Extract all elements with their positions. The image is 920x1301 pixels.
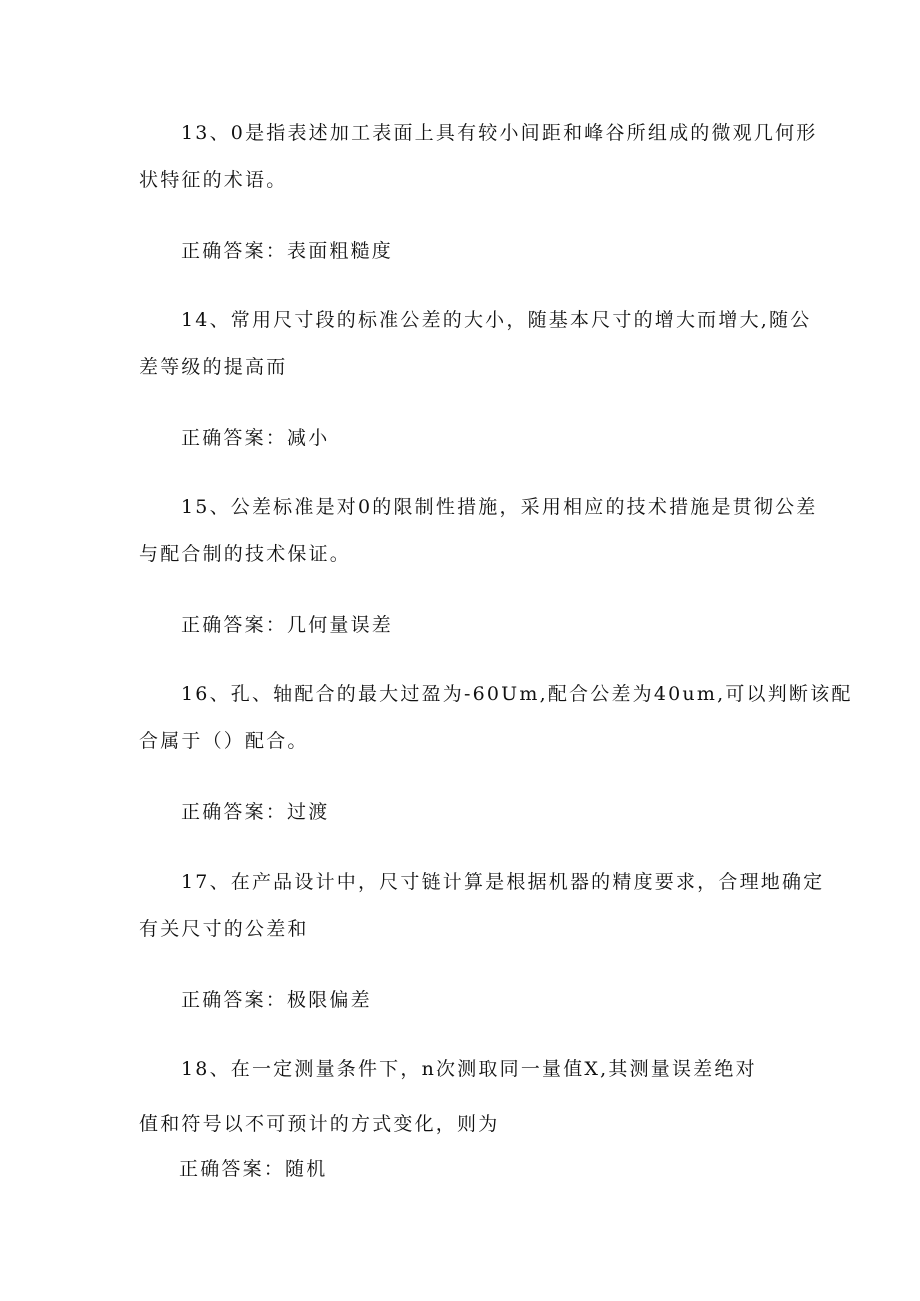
answer-15: 正确答案：几何量误差 bbox=[181, 614, 394, 636]
answer-18: 正确答案：随机 bbox=[179, 1158, 328, 1180]
answer-14: 正确答案：减小 bbox=[181, 427, 330, 449]
answer-13: 正确答案：表面粗糙度 bbox=[181, 240, 394, 262]
question-13-line-1: 13、0是指表述加工表面上具有较小间距和峰谷所组成的微观几何形 bbox=[181, 122, 818, 144]
question-15-line-1: 15、公差标准是对0的限制性措施，采用相应的技术措施是贯彻公差 bbox=[181, 496, 818, 518]
question-18-line-1: 18、在一定测量条件下，n次测取同一量值X,其测量误差绝对 bbox=[181, 1058, 757, 1080]
question-17-line-2: 有关尺寸的公差和 bbox=[139, 918, 309, 940]
question-13-line-2: 状特征的术语。 bbox=[139, 169, 288, 191]
question-14-line-2: 差等级的提高而 bbox=[139, 356, 288, 378]
answer-16: 正确答案：过渡 bbox=[181, 801, 330, 823]
question-18-line-2: 值和符号以不可预计的方式变化，则为 bbox=[139, 1113, 500, 1135]
answer-17: 正确答案：极限偏差 bbox=[181, 989, 372, 1011]
question-16-line-1: 16、孔、轴配合的最大过盈为-60Um,配合公差为40um,可以判断该配 bbox=[181, 683, 853, 705]
question-15-line-2: 与配合制的技术保证。 bbox=[139, 543, 352, 565]
question-14-line-1: 14、常用尺寸段的标准公差的大小，随基本尺寸的增大而增大,随公 bbox=[181, 309, 812, 331]
question-16-line-2: 合属于（）配合。 bbox=[139, 730, 309, 752]
question-17-line-1: 17、在产品设计中，尺寸链计算是根据机器的精度要求，合理地确定 bbox=[181, 871, 825, 893]
